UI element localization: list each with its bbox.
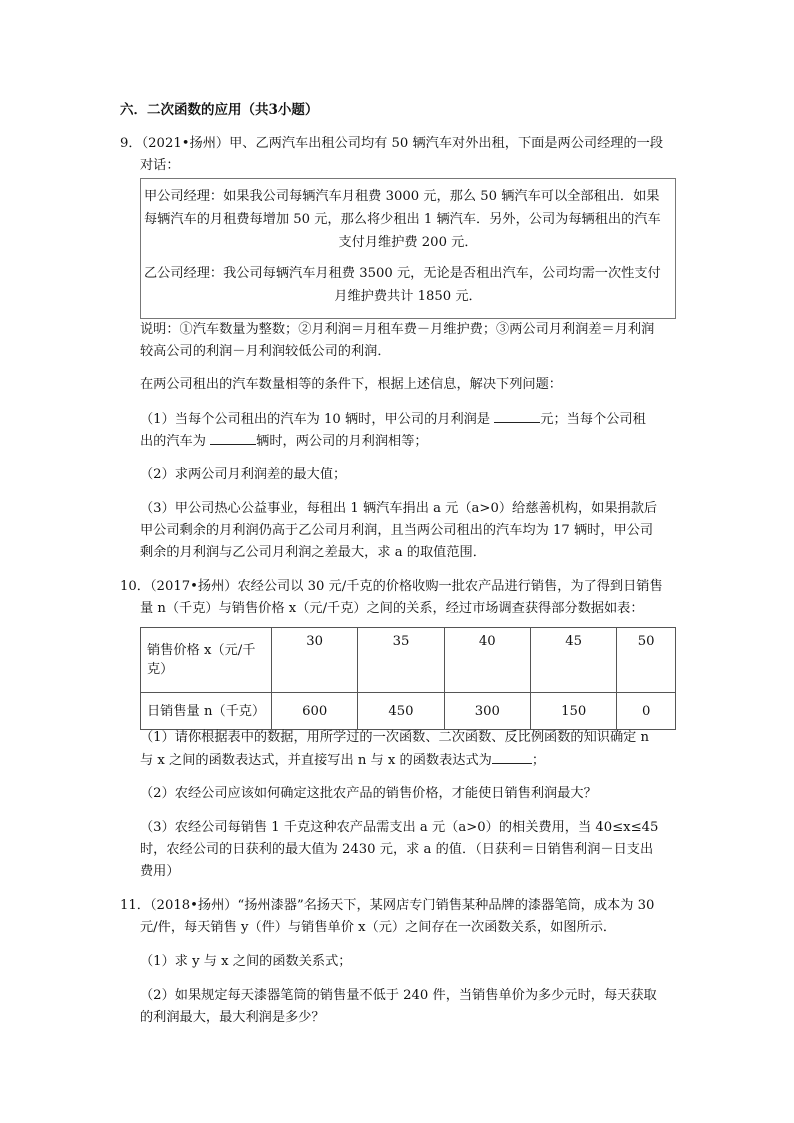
table-cell: 0 (617, 693, 676, 730)
q11-stem-line-1: 11．（2018•扬州）“扬州漆器”名扬天下，某网店专门销售某种品牌的漆器笔筒，成本为 30 (120, 898, 655, 913)
q10-stem-line-2: 量 n（千克）与销售价格 x（元/千克）之间的关系，经过市场调查获得部分数据如表： (140, 601, 644, 616)
q10-part1-line-1: （1）请你根据表中的数据，用所学过的一次函数、二次函数、反比例函数的知识确定 n (140, 730, 650, 745)
q10-stem-line-1: 10．（2017•扬州）农经公司以 30 元/千克的价格收购一批农产品进行销售，为了得到日销售 (120, 579, 663, 594)
q9-part3-line-2: 甲公司剩余的月利润仍高于乙公司月利润，且当两公司租出的汽车均为 17 辆时，甲公司 (140, 523, 654, 538)
table-header-sales: 日销售量 n（千克） (141, 693, 272, 730)
table-cell: 35 (358, 628, 444, 693)
q9-answer-blank-2[interactable] (210, 432, 256, 445)
table-cell: 45 (530, 628, 616, 693)
q9-part3-line-1: （3）甲公司热心公益事业，每租出 1 辆汽车捐出 a 元（a>0）给慈善机构，如果捐款后 (140, 501, 658, 516)
q11-stem-line-2: 元/件，每天销售 y（件）与销售单价 x（元）之间存在一次函数关系，如图所示． (140, 920, 617, 935)
q10-part1-text: 与 x 之间的函数表达式，并直接写出 n 与 x 的函数表达式为 (140, 753, 492, 768)
q9-part1-line-2 (140, 432, 428, 451)
q9-part1-text-d: 辆时，两公司的月利润相等； (256, 434, 428, 449)
q10-part3-line-2: 时，农经公司的日获利的最大值为 2430 元，求 a 的值．（日获利＝日销售利润－日支出 (140, 842, 654, 857)
table-cell: 600 (272, 693, 358, 730)
q9-part1-line-1 (140, 410, 646, 429)
price-sales-table (140, 627, 676, 730)
table-cell: 300 (444, 693, 530, 730)
q10-part3-line-3: 费用） (140, 864, 180, 879)
q9-part1-text-c: 出的汽车为 (140, 434, 206, 449)
q9-note-line-2: 较高公司的利润－月利润较低公司的利润． (140, 344, 391, 359)
table-cell: 150 (530, 693, 616, 730)
dialogue-line-4: 乙公司经理：我公司每辆汽车月租费 3500 元，无论是否租出汽车，公司均需一次性支付 (144, 266, 661, 281)
q10-part1-line-2 (140, 751, 545, 770)
table-header-price (141, 628, 272, 693)
q9-part2: （2）求两公司月利润差的最大值； (140, 467, 347, 482)
q9-note-line-1: 说明：①汽车数量为整数；②月利润＝月租车费－月维护费；③两公司月利润差＝月利润 (140, 322, 655, 337)
q10-answer-blank[interactable] (492, 751, 532, 764)
q9-intro: 在两公司租出的汽车数量相等的条件下，根据上述信息，解决下列问题： (140, 377, 562, 392)
dialogue-box (140, 178, 676, 319)
q11-part1: （1）求 y 与 x 之间的函数关系式； (140, 954, 352, 969)
table-row (141, 693, 676, 730)
q11-part2-line-1: （2）如果规定每天漆器笔筒的销售量不低于 240 件，当销售单价为多少元时，每天获取 (140, 988, 657, 1003)
q10-part3-line-1: （3）农经公司每销售 1 千克这种农产品需支出 a 元（a>0）的相关费用，当 40≤x≤45 (140, 820, 659, 835)
dialogue-line-1: 甲公司经理：如果我公司每辆汽车月租费 3000 元，那么 50 辆汽车可以全部租出．如果 (144, 189, 660, 204)
q9-part1-text-b: 元；当每个公司租 (540, 412, 646, 427)
q9-part1-text-a: （1）当每个公司租出的汽车为 10 辆时，甲公司的月利润是 (140, 412, 491, 427)
table-cell: 30 (272, 628, 358, 693)
header-price-line-2: 克） (147, 662, 174, 677)
q9-stem-line-1: 9．（2021•扬州）甲、乙两汽车出租公司均有 50 辆汽车对外出租，下面是两公司经理的一段 (120, 136, 664, 151)
q10-part1-end: ； (531, 753, 546, 768)
table-cell: 40 (444, 628, 530, 693)
q9-stem-line-2: 对话： (140, 158, 180, 173)
section-heading: 六．二次函数的应用（共3小题） (120, 102, 319, 118)
table-row (141, 628, 676, 693)
dialogue-line-3: 支付月维护费 200 元． (338, 235, 478, 250)
q10-part2: （2）农经公司应该如何确定这批农产品的销售价格，才能使日销售利润最大？ (140, 786, 597, 801)
q9-part3-line-3: 剩余的月利润与乙公司月利润之差最大，求 a 的取值范围． (140, 545, 486, 560)
table-cell: 450 (358, 693, 444, 730)
q11-part2-line-2: 的利润最大，最大利润是多少？ (140, 1010, 325, 1025)
dialogue-line-5: 月维护费共计 1850 元． (334, 289, 482, 304)
dialogue-line-2: 每辆汽车的月租费每增加 50 元，那么将少租出 1 辆汽车．另外，公司为每辆租出的汽车 (144, 212, 661, 227)
header-price-line-1: 销售价格 x（元/千 (147, 643, 256, 658)
table-cell: 50 (617, 628, 676, 693)
q9-answer-blank-1[interactable] (494, 410, 540, 423)
